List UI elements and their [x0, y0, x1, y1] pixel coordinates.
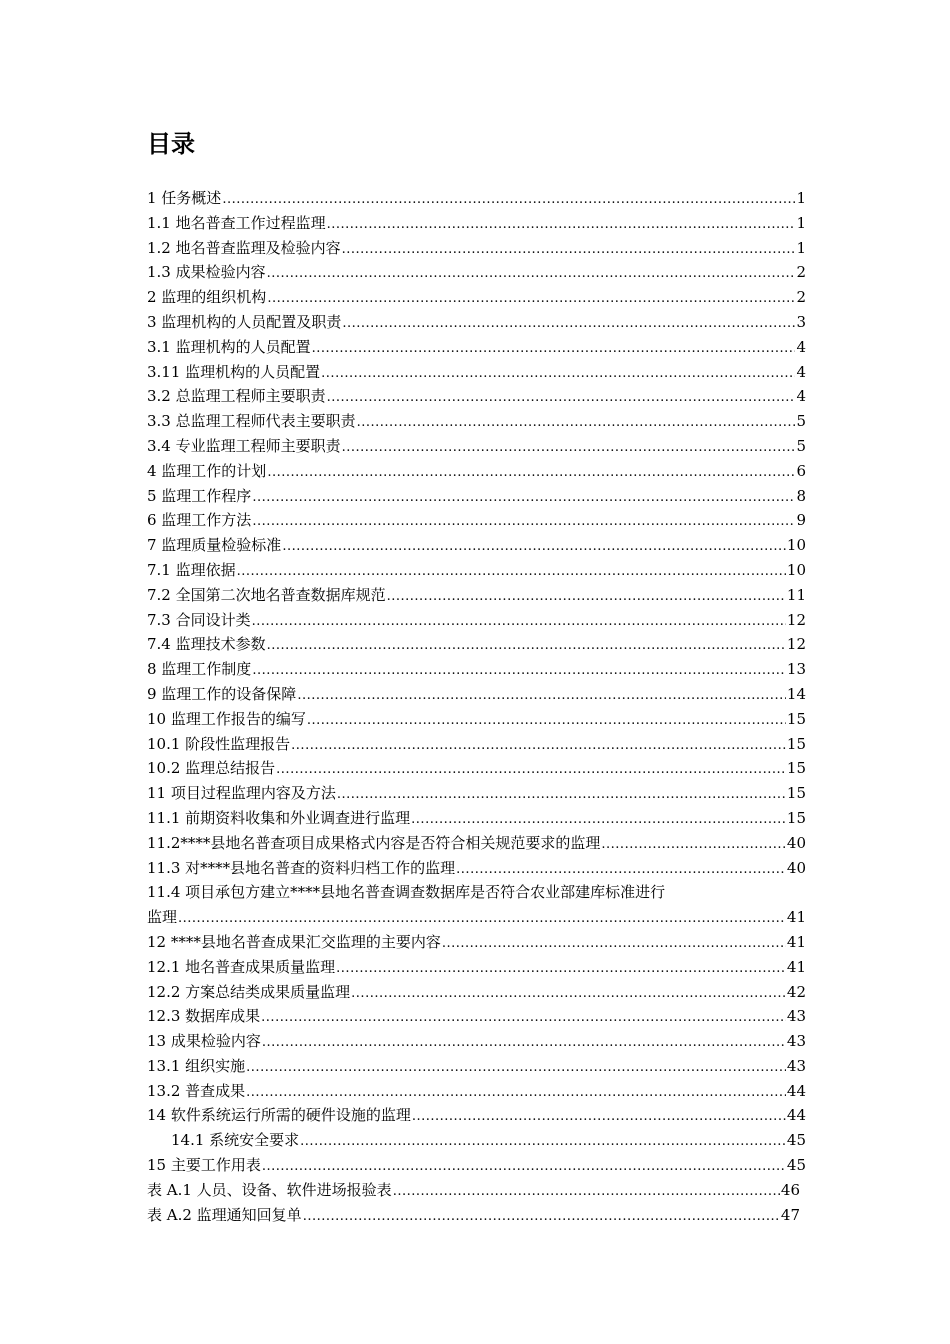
- dot-leader: [252, 486, 795, 511]
- toc-entry-text: 14.1 系统安全要求: [171, 1131, 300, 1150]
- toc-entry[interactable]: [0, 955, 950, 980]
- toc-page-number: 14: [786, 684, 806, 703]
- toc-entry-text: 12 ****县地名普查成果汇交监理的主要内容: [147, 932, 441, 951]
- toc-entry[interactable]: [0, 335, 950, 360]
- toc-page-number: 4: [796, 362, 806, 381]
- dot-leader: [252, 659, 786, 684]
- toc-entry-text: 13.1 组织实施: [147, 1056, 246, 1075]
- toc-entry[interactable]: [0, 1153, 950, 1178]
- dot-leader: [327, 213, 796, 238]
- toc-page-number: 2: [796, 288, 806, 307]
- dot-leader: [262, 1155, 786, 1180]
- toc-entry[interactable]: [0, 484, 950, 509]
- dot-leader: [601, 833, 786, 858]
- toc-entry[interactable]: [0, 533, 950, 558]
- dot-leader: [442, 932, 786, 957]
- toc-entry[interactable]: [0, 707, 950, 732]
- toc-entry[interactable]: [0, 260, 950, 285]
- toc-page-number: 43: [786, 1007, 806, 1026]
- toc-entry-text: 10 监理工作报告的编写: [147, 709, 306, 728]
- dot-leader: [357, 411, 796, 436]
- toc-page-number: 45: [786, 1156, 806, 1175]
- dot-leader: [267, 287, 795, 312]
- toc-entry-text: 7.3 合同设计类: [147, 610, 251, 629]
- toc-entry[interactable]: [0, 409, 950, 434]
- toc-entry-text: 表 A.2 监理通知回复单: [147, 1205, 302, 1224]
- toc-entry[interactable]: [0, 285, 950, 310]
- toc-entry[interactable]: [0, 1178, 950, 1203]
- toc-entry-text: 3.2 总监理工程师主要职责: [147, 387, 326, 406]
- toc-entry-text: 11.1 前期资料收集和外业调查进行监理: [147, 808, 411, 827]
- toc-page-number: 43: [786, 1032, 806, 1051]
- toc-entry[interactable]: [0, 236, 950, 261]
- toc-page-number: 8: [796, 486, 806, 505]
- toc-entry-text: 表 A.1 人员、设备、软件进场报验表: [147, 1180, 392, 1199]
- toc-entry-text: 13.2 普查成果: [147, 1081, 246, 1100]
- toc-entry-text: 4 监理工作的计划: [147, 461, 267, 480]
- toc-page-number: 15: [786, 808, 806, 827]
- toc-entry-text: 13 成果检验内容: [147, 1032, 261, 1051]
- toc-entry-text: 监理: [147, 908, 178, 927]
- toc-entry[interactable]: [0, 360, 950, 385]
- toc-page-number: 40: [786, 858, 806, 877]
- toc-entry[interactable]: [0, 558, 950, 583]
- toc-page-number: 10: [786, 560, 806, 579]
- dot-leader: [291, 734, 786, 759]
- toc-entry-text: 7 监理质量检验标准: [147, 536, 282, 555]
- toc-page-number: 5: [796, 412, 806, 431]
- toc-page-number: 11: [786, 585, 806, 604]
- toc-entry[interactable]: [0, 856, 950, 881]
- toc-title: 目录: [147, 130, 195, 158]
- toc-entry-text: 9 监理工作的设备保障: [147, 684, 297, 703]
- dot-leader: [267, 634, 786, 659]
- toc-entry-text: 10.1 阶段性监理报告: [147, 734, 291, 753]
- toc-entry[interactable]: [0, 508, 950, 533]
- toc-entry-text: 10.2 监理总结报告: [147, 759, 276, 778]
- toc-entry-text: 11.4 项目承包方建立****县地名普查调查数据库是否符合农业部建库标准进行: [147, 883, 666, 902]
- toc-entry[interactable]: [0, 1128, 950, 1153]
- toc-entry[interactable]: [0, 1079, 950, 1104]
- toc-entry-text: 11.3 对****县地名普查的资料归档工作的监理: [147, 858, 456, 877]
- dot-leader: [387, 585, 786, 610]
- toc-entry-text: 1 任务概述: [147, 189, 222, 207]
- dot-leader: [246, 1056, 786, 1081]
- dot-leader: [300, 1130, 786, 1155]
- toc-entry[interactable]: [0, 682, 950, 707]
- dot-leader: [393, 1180, 780, 1205]
- toc-page-number: 6: [796, 461, 806, 480]
- toc-entry-text: 7.2 全国第二次地名普查数据库规范: [147, 585, 386, 604]
- toc-page-number: 2: [796, 263, 806, 282]
- dot-leader: [261, 1006, 786, 1031]
- toc-entry[interactable]: [0, 384, 950, 409]
- toc-entry-text: 2 监理的组织机构: [147, 288, 267, 307]
- dot-leader: [267, 262, 796, 287]
- toc-entry-text: 12.1 地名普查成果质量监理: [147, 957, 336, 976]
- toc-page-number: 43: [786, 1056, 806, 1075]
- toc-entry[interactable]: [0, 632, 950, 657]
- toc-entry[interactable]: [0, 930, 950, 955]
- toc-page-number: 42: [786, 982, 806, 1001]
- toc-page-number: 41: [786, 908, 806, 927]
- toc-entry-text: 7.4 监理技术参数: [147, 635, 266, 654]
- dot-leader: [351, 982, 786, 1007]
- toc-entry[interactable]: [0, 1103, 950, 1128]
- toc-page-number: 1: [796, 213, 806, 232]
- toc-entry-text: 3.1 监理机构的人员配置: [147, 337, 311, 356]
- dot-leader: [321, 362, 795, 387]
- toc-page-number: 15: [786, 759, 806, 778]
- dot-leader: [252, 510, 795, 535]
- toc-page-number: 47: [780, 1205, 800, 1224]
- toc-page-number: 41: [786, 932, 806, 951]
- toc-page-number: 4: [796, 387, 806, 406]
- toc-entry[interactable]: [0, 434, 950, 459]
- dot-leader: [336, 957, 786, 982]
- dot-leader: [337, 783, 786, 808]
- toc-entry[interactable]: [0, 831, 950, 856]
- toc-page-number: 46: [780, 1180, 800, 1199]
- toc-entry-text: 3.4 专业监理工程师主要职责: [147, 436, 341, 455]
- dot-leader: [246, 1081, 786, 1106]
- dot-leader: [327, 386, 796, 411]
- toc-entry[interactable]: [0, 756, 950, 781]
- toc-entry[interactable]: [0, 1054, 950, 1079]
- toc-entry-text: 15 主要工作用表: [147, 1156, 261, 1175]
- toc-entry[interactable]: [0, 781, 950, 806]
- toc-entry-text: 1.2 地名普查监理及检验内容: [147, 238, 341, 257]
- dot-leader: [297, 684, 786, 709]
- toc-page-number: 40: [786, 833, 806, 852]
- toc-page-number: 13: [786, 660, 806, 679]
- toc-entry-text: 1.1 地名普查工作过程监理: [147, 213, 326, 232]
- dot-leader: [342, 238, 796, 263]
- toc-page-number: 10: [786, 536, 806, 555]
- toc-entry[interactable]: [0, 608, 950, 633]
- toc-entry[interactable]: [0, 211, 950, 236]
- toc-entry[interactable]: [0, 806, 950, 831]
- toc-entry[interactable]: [0, 1203, 950, 1228]
- dot-leader: [252, 610, 786, 635]
- dot-leader: [303, 1205, 780, 1230]
- toc-entry-text: 11 项目过程监理内容及方法: [147, 784, 336, 803]
- toc-entry-text: 7.1 监理依据: [147, 560, 236, 579]
- dot-leader: [411, 808, 786, 833]
- toc-entry-text: 1.3 成果检验内容: [147, 263, 266, 282]
- toc-page-number: 1: [796, 189, 806, 207]
- toc-entry-text: 6 监理工作方法: [147, 511, 252, 530]
- toc-page-number: 12: [786, 635, 806, 654]
- toc-page-number: 5: [796, 436, 806, 455]
- toc-entry-text: 11.2****县地名普查项目成果格式内容是否符合相关规范要求的监理: [147, 833, 601, 852]
- toc-page-number: 12: [786, 610, 806, 629]
- dot-leader: [342, 436, 796, 461]
- toc-entry-text: 12.3 数据库成果: [147, 1007, 261, 1026]
- dot-leader: [342, 312, 795, 337]
- toc-entry[interactable]: [0, 186, 950, 211]
- toc-entry-text: 3.3 总监理工程师代表主要职责: [147, 412, 356, 431]
- toc-page-number: 45: [786, 1131, 806, 1150]
- toc-entry[interactable]: [0, 1029, 950, 1054]
- toc-page-number: 44: [786, 1081, 806, 1100]
- toc-page-number: 1: [796, 238, 806, 257]
- dot-leader: [312, 337, 796, 362]
- dot-leader: [276, 758, 786, 783]
- toc-entry[interactable]: [0, 310, 950, 335]
- toc-page-number: 41: [786, 957, 806, 976]
- dot-leader: [307, 709, 786, 734]
- toc-list: [0, 186, 950, 1227]
- toc-page-number: 15: [786, 784, 806, 803]
- dot-leader: [178, 907, 786, 932]
- dot-leader: [222, 188, 795, 213]
- toc-entry[interactable]: [0, 583, 950, 608]
- toc-page-number: 4: [796, 337, 806, 356]
- toc-entry[interactable]: [0, 732, 950, 757]
- toc-entry[interactable]: [0, 880, 950, 930]
- toc-entry-text: 14 软件系统运行所需的硬件设施的监理: [147, 1106, 411, 1125]
- toc-entry[interactable]: [0, 459, 950, 484]
- dot-leader: [412, 1105, 786, 1130]
- toc-entry-text: 5 监理工作程序: [147, 486, 252, 505]
- toc-page-number: 9: [796, 511, 806, 530]
- dot-leader: [456, 858, 786, 883]
- toc-page-number: 15: [786, 734, 806, 753]
- toc-page-number: 15: [786, 709, 806, 728]
- dot-leader: [267, 461, 795, 486]
- toc-entry-text: 12.2 方案总结类成果质量监理: [147, 982, 351, 1001]
- toc-entry-text: 8 监理工作制度: [147, 660, 252, 679]
- toc-entry[interactable]: [0, 1004, 950, 1029]
- toc-entry-text: 3.11 监理机构的人员配置: [147, 362, 321, 381]
- toc-entry[interactable]: [0, 657, 950, 682]
- dot-leader: [237, 560, 786, 585]
- toc-entry-text: 3 监理机构的人员配置及职责: [147, 312, 342, 331]
- toc-page-number: 3: [796, 312, 806, 331]
- dot-leader: [282, 535, 786, 560]
- toc-page-number: 44: [786, 1106, 806, 1125]
- dot-leader: [262, 1031, 786, 1056]
- toc-entry[interactable]: [0, 980, 950, 1005]
